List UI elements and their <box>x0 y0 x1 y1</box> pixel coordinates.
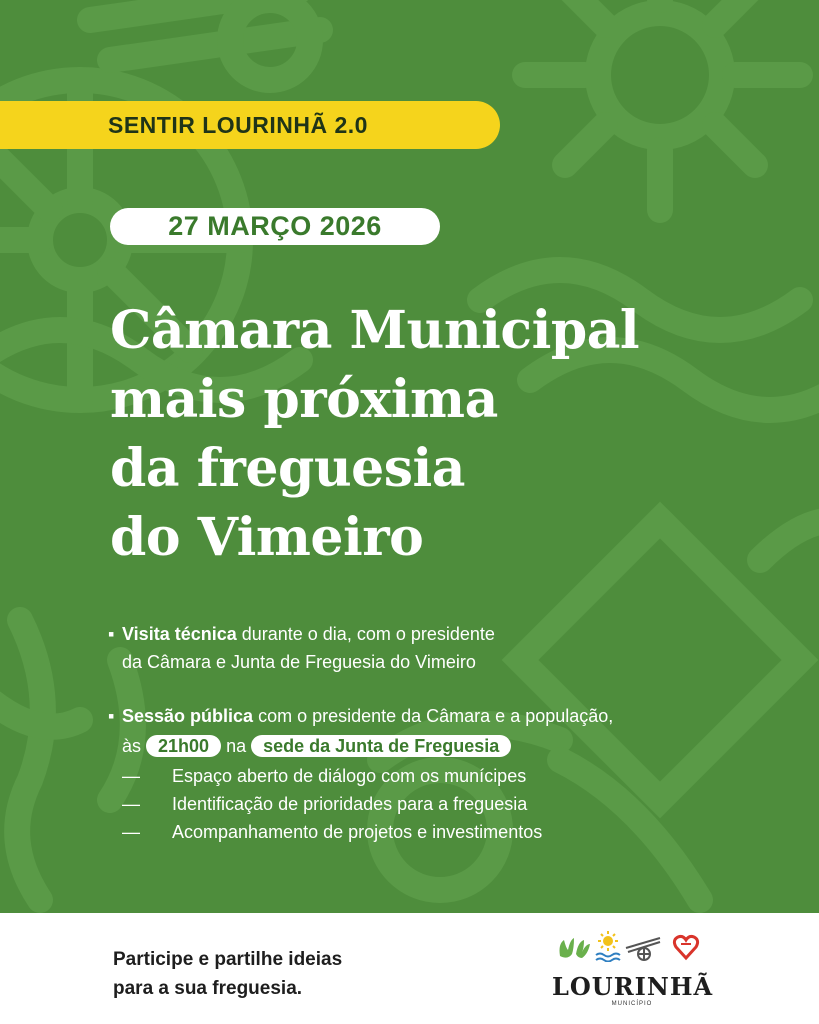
session-topics <box>108 762 788 846</box>
cannon-top-pattern-icon <box>90 0 320 80</box>
sun-pattern-icon <box>525 0 800 210</box>
sessao-prefix: às <box>122 736 142 756</box>
sessao-bold: Sessão pública <box>122 706 254 726</box>
visita-text: durante o dia, com o presidente <box>236 624 495 644</box>
sessao-text: com o presidente da Câmara e a população, <box>253 706 614 726</box>
logo-subtitle: MUNICÍPIO <box>611 1001 653 1007</box>
topic-text: Acompanhamento de projetos e investimentos <box>172 822 543 842</box>
event-banner <box>0 101 500 149</box>
topic-text: Identificação de prioridades para a freguesia <box>172 794 528 814</box>
topic-text: Espaço aberto de diálogo com os munícipes <box>172 766 527 786</box>
time-pill: 21h00 <box>146 735 221 757</box>
hands-icon <box>560 938 591 958</box>
dash-icon: — <box>122 794 140 814</box>
heart-icon <box>674 936 697 958</box>
lourinha-logo <box>552 930 712 1010</box>
cta-line: Participe e partilhe ideias <box>113 949 343 970</box>
bullet-icon: ▪ <box>108 624 115 644</box>
date-pill <box>110 208 440 245</box>
list-item <box>108 790 788 818</box>
sun-icon <box>598 931 618 951</box>
visita-line2: da Câmara e Junta de Freguesia do Vimeiro <box>122 652 476 672</box>
banner-title: SENTIR LOURINHÃ 2.0 <box>108 111 368 138</box>
sessao-mid: na <box>226 736 247 756</box>
visita-block <box>108 620 748 676</box>
logo-wordmark: LOURINHÃ <box>552 972 714 1001</box>
list-item <box>108 818 788 846</box>
place-pill: sede da Junta de Freguesia <box>251 735 511 757</box>
headline-line: da freguesia <box>110 438 465 499</box>
waves-icon <box>596 954 620 962</box>
headline-line: mais próxima <box>110 369 498 430</box>
headline-line: Câmara Municipal <box>110 300 640 361</box>
dash-icon: — <box>122 822 140 842</box>
bullet-icon: ▪ <box>108 706 115 726</box>
logo-icons <box>556 930 714 962</box>
cannon-icon <box>626 938 660 960</box>
list-item <box>108 762 788 790</box>
dash-icon: — <box>122 766 140 786</box>
call-to-action <box>113 945 342 1003</box>
cta-line: para a sua freguesia. <box>113 978 303 999</box>
headline-line: do Vimeiro <box>110 507 424 568</box>
event-date: 27 MARÇO 2026 <box>168 211 382 241</box>
visita-bold: Visita técnica <box>122 624 237 644</box>
sessao-block <box>108 702 788 846</box>
headline <box>110 296 750 572</box>
